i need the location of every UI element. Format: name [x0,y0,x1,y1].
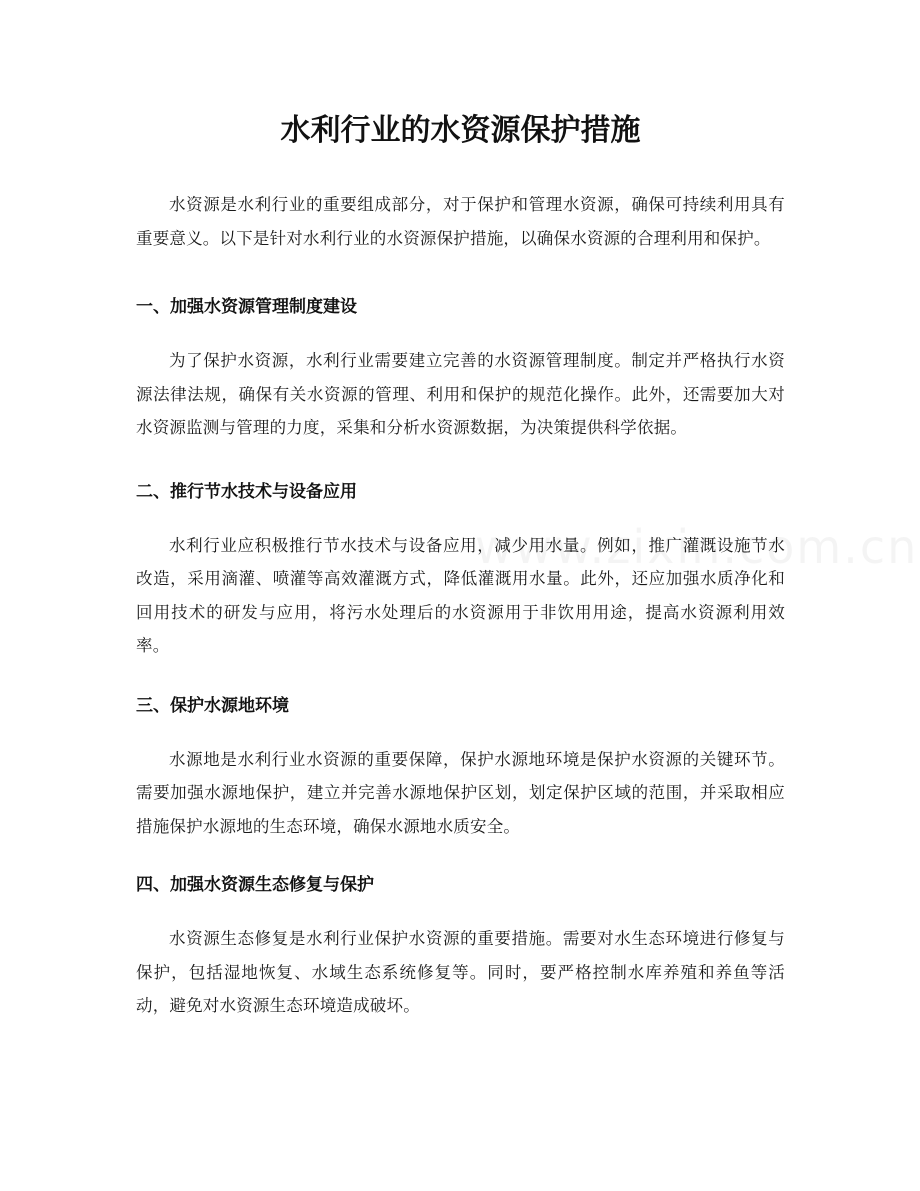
section-4 [136,871,785,1023]
section-heading: 二、推行节水技术与设备应用 [136,481,357,502]
document-title: 水利行业的水资源保护措施 [280,113,641,148]
section-3 [136,692,785,844]
section-1 [136,293,785,445]
section-heading: 四、加强水资源生态修复与保护 [136,875,374,895]
section-heading: 一、加强水资源管理制度建设 [136,297,357,317]
section-paragraph: 水资源生态修复是水利行业保护水资源的重要措施。需要对水生态环境进行修复与保护，包括湿地恢复、水域生态系统修复等。同时，要严格控制水库养殖和养鱼等活动，避免对水资源生态环境造成破坏。 [136,929,785,1015]
section-paragraph: 为了保护水资源，水利行业需要建立完善的水资源管理制度。制定并严格执行水资源法律法规，确保有关水资源的管理、利用和保护的规范化操作。此外，还需要加大对水资源监测与管理的力度，采集和分析水资源数据，为决策提供科学依据。 [136,351,785,437]
section-2 [136,478,785,663]
intro-paragraph: 水资源是水利行业的重要组成部分，对于保护和管理水资源，确保可持续利用具有重要意义。以下是针对水利行业的水资源保护措施，以确保水资源的合理利用和保护。 [136,195,785,248]
section-paragraph: 水源地是水利行业水资源的重要保障，保护水源地环境是保护水资源的关键环节。需要加强水源地保护，建立并完善水源地保护区划，划定保护区域的范围，并采取相应措施保护水源地的生态环境，确保水源地水质安全。 [136,749,785,836]
section-heading: 三、保护水源地环境 [136,695,289,716]
section-paragraph: 水利行业应积极推行节水技术与设备应用，减少用水量。例如，推广灌溉设施节水改造，采用滴灌、喷灌等高效灌溉方式，降低灌溉用水量。此外，还应加强水质净化和回用技术的研发与应用，将污水处理后的水资源用于非饮用用途，提高水资源利用效率。 [136,535,785,655]
